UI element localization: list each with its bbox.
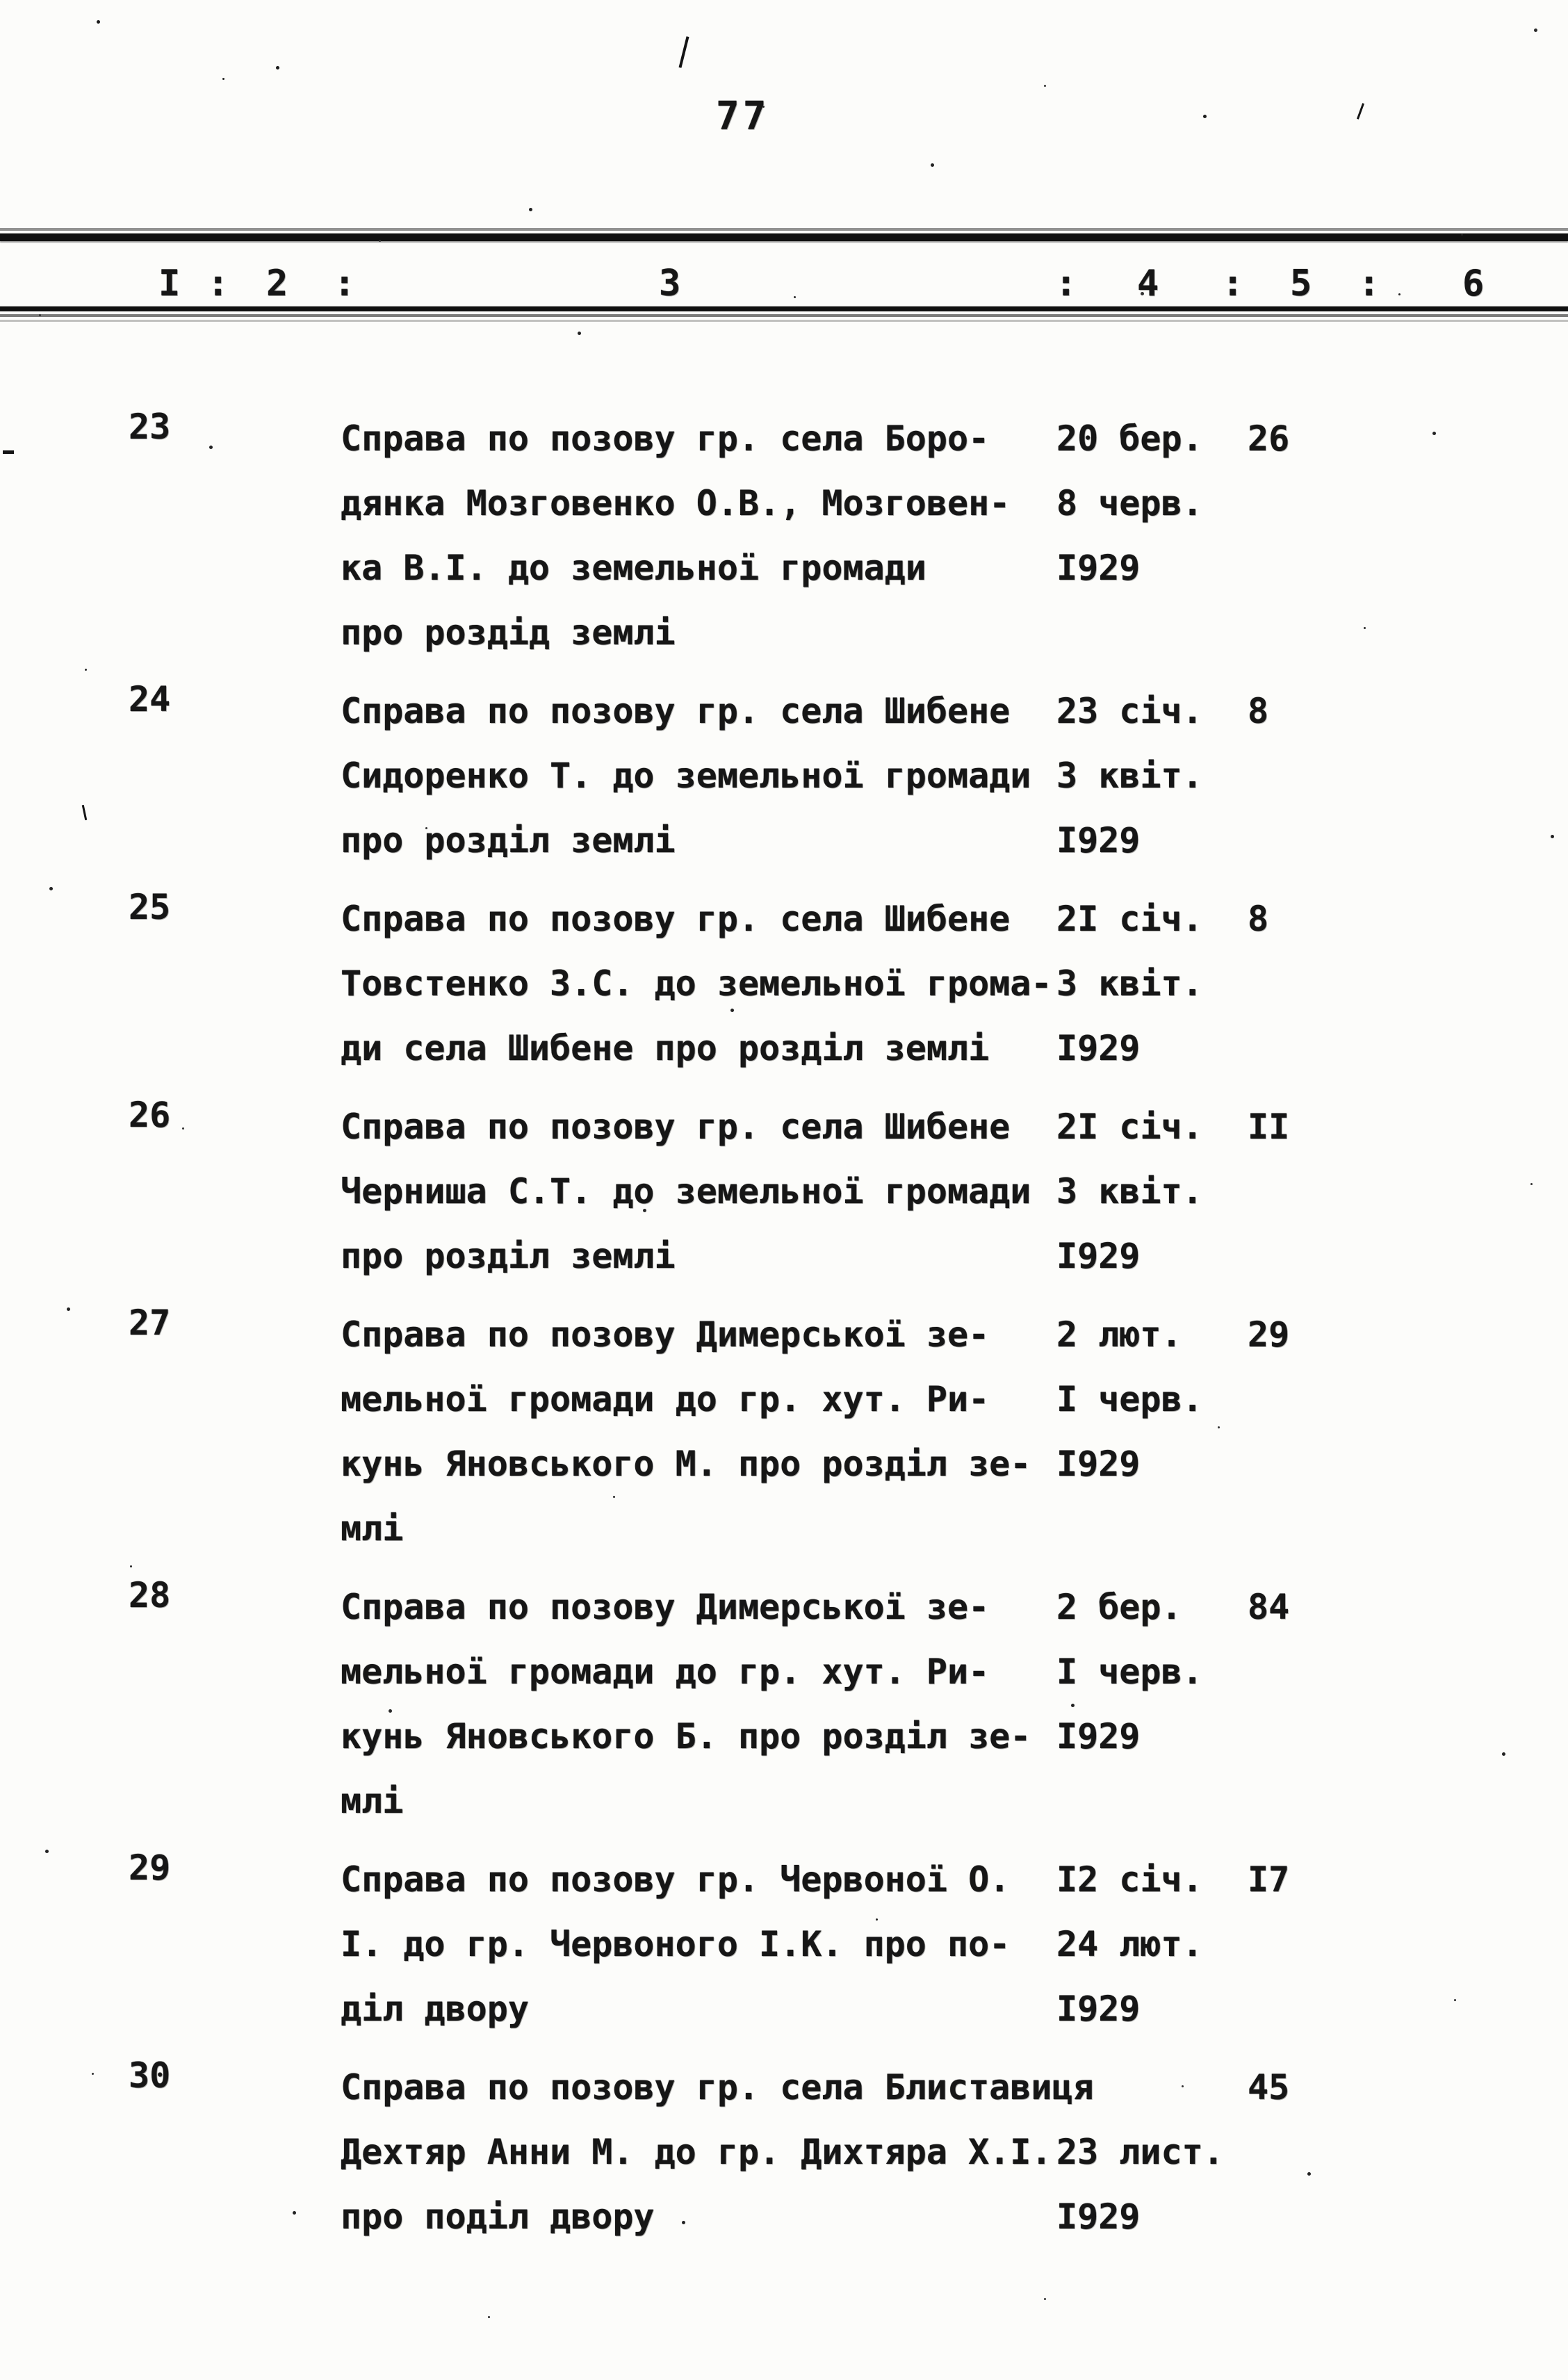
entry-date-line: І929 <box>1056 1716 1141 1757</box>
table-row <box>0 887 1568 1081</box>
entry-description <box>341 1303 1063 1561</box>
entry-description <box>341 1848 1063 2041</box>
table-row <box>0 2055 1568 2249</box>
entry-pages: 26 <box>1248 418 1290 459</box>
entry-description-line: млі <box>341 1781 404 1821</box>
table-header-row <box>0 263 1568 304</box>
entry-pages: І7 <box>1248 1859 1290 1900</box>
horizontal-rule-under-header-smear <box>0 320 1568 322</box>
entry-number: 29 <box>129 1848 171 1888</box>
entry-description-line: Справа по позову гр. села Шибене <box>341 691 1011 731</box>
column-header-1: І <box>158 263 181 304</box>
column-separator-colon: : <box>334 263 356 304</box>
entry-pages: 84 <box>1248 1587 1290 1627</box>
entry-description-line: кунь Яновського Б. про розділ зе- <box>341 1716 1031 1757</box>
column-header-4: 4 <box>1137 263 1159 304</box>
entry-description-line: Справа по позову гр. Червоної О. <box>341 1859 1011 1900</box>
entry-description <box>341 1095 1063 1289</box>
entry-number: 30 <box>129 2055 171 2096</box>
entry-dates <box>1056 1303 1203 1561</box>
entry-description-line: Справа по позову гр. села Шибене <box>341 899 1011 939</box>
entry-date-line: 2І січ. <box>1056 899 1203 939</box>
entry-number: 24 <box>129 679 171 719</box>
entry-description-line: про поділ двору <box>341 2196 655 2237</box>
entry-dates <box>1056 1848 1203 2041</box>
entry-description-line: Справа по позову Димерської зе- <box>341 1314 990 1355</box>
scan-artifact-dash <box>3 450 14 454</box>
entry-description-line: ди села Шибене про розділ землі <box>341 1028 990 1068</box>
entry-date-line: 2 бер. <box>1056 1587 1182 1627</box>
entry-description-line: про розділ землі <box>341 820 676 861</box>
scan-noise-speckles <box>0 0 2 2</box>
entry-dates <box>1056 1095 1203 1289</box>
scan-artifact-slash <box>678 36 689 68</box>
entry-description-line: мельної громади до гр. хут. Ри- <box>341 1652 990 1692</box>
entry-date-line: І929 <box>1056 1028 1141 1068</box>
entry-description <box>341 887 1063 1081</box>
entry-date-line <box>1056 2055 1224 2120</box>
entry-date-line: І2 січ. <box>1056 1859 1203 1900</box>
entry-dates <box>1056 407 1203 665</box>
column-separator-colon: : <box>1055 263 1077 304</box>
entry-date-line: 3 квіт. <box>1056 1171 1203 1212</box>
entry-description-line: Черниша С.Т. до земельної громади <box>341 1171 1031 1212</box>
entry-number: 28 <box>129 1575 171 1615</box>
entry-date-line: 23 лист. <box>1056 2132 1224 2172</box>
entry-description-line: мельної громади до гр. хут. Ри- <box>341 1379 990 1419</box>
entry-description-line: про розділ землі <box>341 1236 676 1276</box>
table-row <box>0 1575 1568 1834</box>
entry-pages: 29 <box>1248 1314 1290 1355</box>
entry-description-line: Справа по позову Димерської зе- <box>341 1587 990 1627</box>
horizontal-rule-top-shadow <box>0 228 1568 231</box>
entry-description-line: І. до гр. Червоного І.К. про по- <box>341 1924 1011 1964</box>
entry-description <box>341 679 1063 873</box>
entry-pages: 8 <box>1248 899 1269 939</box>
entry-date-line <box>1056 601 1203 665</box>
entry-pages: ІІ <box>1248 1107 1290 1147</box>
entry-description <box>341 1575 1063 1834</box>
entry-date-line: 8 черв. <box>1056 483 1203 523</box>
column-header-3: 3 <box>659 263 681 304</box>
entry-date-line <box>1056 1769 1203 1834</box>
entry-description-line: дянка Мозговенко О.В., Мозговен- <box>341 483 1011 523</box>
entry-description-line: діл двору <box>341 1989 529 2029</box>
column-separator-colon: : <box>1222 263 1244 304</box>
entry-description-line: Товстенко З.С. до земельної грома- <box>341 963 1052 1004</box>
entry-date-line: І929 <box>1056 1444 1141 1484</box>
entry-date-line: І черв. <box>1056 1652 1203 1692</box>
column-header-5: 5 <box>1290 263 1312 304</box>
entries <box>0 407 1568 2263</box>
entry-number: 26 <box>129 1095 171 1135</box>
entry-date-line: 23 січ. <box>1056 691 1203 731</box>
column-header-6: 6 <box>1462 263 1485 304</box>
entry-description-line: Дехтяр Анни М. до гр. Дихтяра Х.І. <box>341 2132 1052 2172</box>
entry-dates <box>1056 679 1203 873</box>
table-row <box>0 407 1568 665</box>
horizontal-rule-top <box>0 234 1568 241</box>
entry-date-line <box>1056 1497 1203 1561</box>
entry-number: 23 <box>129 407 171 447</box>
table-row <box>0 1095 1568 1289</box>
entry-description-line: Справа по позову гр. села Блиставиця <box>341 2067 1094 2108</box>
entry-description-line: млі <box>341 1508 404 1549</box>
entry-number: 25 <box>129 887 171 927</box>
entry-date-line: І929 <box>1056 820 1141 861</box>
table-row <box>0 1848 1568 2041</box>
entry-date-line: 20 бер. <box>1056 418 1203 459</box>
entry-description-line: Справа по позову гр. села Шибене <box>341 1107 1011 1147</box>
entry-dates <box>1056 2055 1224 2249</box>
table-row <box>0 679 1568 873</box>
column-separator-colon: : <box>1358 263 1380 304</box>
horizontal-rule-under-header-2 <box>0 314 1568 317</box>
entry-date-line: 2 лют. <box>1056 1314 1182 1355</box>
column-header-2: 2 <box>266 263 288 304</box>
entry-description-line: Сидоренко Т. до земельної громади <box>341 756 1031 796</box>
entry-date-line: І929 <box>1056 1236 1141 1276</box>
entry-date-line: 3 квіт. <box>1056 963 1203 1004</box>
entry-number: 27 <box>129 1303 171 1343</box>
entry-date-line: 2І січ. <box>1056 1107 1203 1147</box>
horizontal-rule-under-header <box>0 307 1568 311</box>
entry-description <box>341 2055 1094 2249</box>
entry-description-line: ка В.І. до земельної громади <box>341 548 926 588</box>
entry-description-line: кунь Яновського М. про розділ зе- <box>341 1444 1031 1484</box>
entry-dates <box>1056 1575 1203 1834</box>
entry-date-line: І929 <box>1056 1989 1141 2029</box>
entry-date-line: І черв. <box>1056 1379 1203 1419</box>
entry-date-line: 24 лют. <box>1056 1924 1203 1964</box>
entry-pages: 8 <box>1248 691 1269 731</box>
entry-dates <box>1056 887 1203 1081</box>
entry-description <box>341 407 1063 665</box>
entry-date-line: І929 <box>1056 2196 1141 2237</box>
column-separator-colon: : <box>207 263 229 304</box>
entry-description-line: про роздід землі <box>341 612 676 653</box>
entry-pages: 45 <box>1248 2067 1290 2108</box>
entry-date-line: 3 квіт. <box>1056 756 1203 796</box>
table-row <box>0 1303 1568 1561</box>
page-number: 77 <box>716 94 770 139</box>
entry-description-line: Справа по позову гр. села Боро- <box>341 418 990 459</box>
scan-artifact-slash <box>1357 103 1364 120</box>
entry-date-line: І929 <box>1056 548 1141 588</box>
